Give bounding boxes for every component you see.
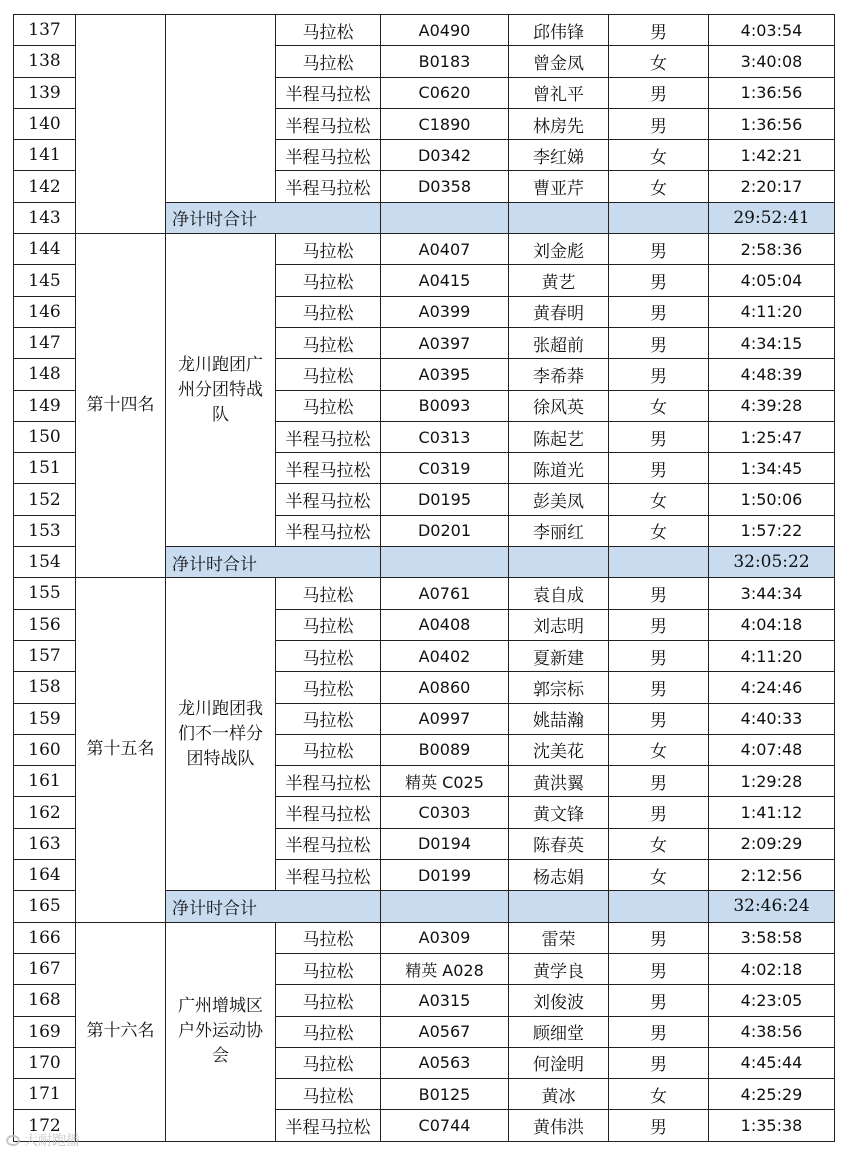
bib-cell: 精英 A028 <box>381 953 509 984</box>
bib-cell: D0358 <box>381 171 509 202</box>
row-number: 138 <box>14 46 76 77</box>
row-number: 169 <box>14 1016 76 1047</box>
bib-cell: C0303 <box>381 797 509 828</box>
time-cell: 1:29:28 <box>709 766 835 797</box>
name-cell: 黄伟洪 <box>509 1110 609 1141</box>
gender-cell: 男 <box>609 766 709 797</box>
total-time: 32:46:24 <box>709 891 835 922</box>
time-cell: 4:48:39 <box>709 359 835 390</box>
bib-cell: A0490 <box>381 15 509 46</box>
row-number: 150 <box>14 421 76 452</box>
total-band-cell <box>609 202 709 233</box>
time-cell: 1:41:12 <box>709 797 835 828</box>
row-number: 149 <box>14 390 76 421</box>
gender-cell: 女 <box>609 390 709 421</box>
row-number: 139 <box>14 77 76 108</box>
total-time: 29:52:41 <box>709 202 835 233</box>
team-cell <box>166 15 276 203</box>
time-cell: 4:25:29 <box>709 1079 835 1110</box>
total-band-cell <box>509 547 609 578</box>
row-number: 151 <box>14 453 76 484</box>
gender-cell: 男 <box>609 578 709 609</box>
total-time: 32:05:22 <box>709 547 835 578</box>
time-cell: 1:25:47 <box>709 421 835 452</box>
table-row <box>14 922 835 953</box>
name-cell: 何淦明 <box>509 1047 609 1078</box>
rank-cell <box>76 15 166 234</box>
event-cell: 马拉松 <box>276 922 381 953</box>
time-cell: 3:40:08 <box>709 46 835 77</box>
time-cell: 4:39:28 <box>709 390 835 421</box>
event-cell: 半程马拉松 <box>276 108 381 139</box>
name-cell: 郭宗标 <box>509 672 609 703</box>
bib-cell: A0395 <box>381 359 509 390</box>
gender-cell: 男 <box>609 953 709 984</box>
gender-cell: 男 <box>609 985 709 1016</box>
time-cell: 4:02:18 <box>709 953 835 984</box>
row-number: 141 <box>14 140 76 171</box>
gender-cell: 男 <box>609 296 709 327</box>
event-cell: 马拉松 <box>276 1047 381 1078</box>
row-number: 165 <box>14 891 76 922</box>
gender-cell: 男 <box>609 15 709 46</box>
bib-cell: D0201 <box>381 515 509 546</box>
time-cell: 4:03:54 <box>709 15 835 46</box>
event-cell: 半程马拉松 <box>276 171 381 202</box>
bib-cell: A0567 <box>381 1016 509 1047</box>
time-cell: 4:07:48 <box>709 734 835 765</box>
event-cell: 马拉松 <box>276 46 381 77</box>
event-cell: 半程马拉松 <box>276 797 381 828</box>
time-cell: 4:24:46 <box>709 672 835 703</box>
event-cell: 马拉松 <box>276 703 381 734</box>
total-band-cell <box>609 547 709 578</box>
row-number: 156 <box>14 609 76 640</box>
name-cell: 雷荣 <box>509 922 609 953</box>
row-number: 157 <box>14 640 76 671</box>
gender-cell: 女 <box>609 734 709 765</box>
event-cell: 半程马拉松 <box>276 766 381 797</box>
time-cell: 4:11:20 <box>709 640 835 671</box>
bib-cell: B0183 <box>381 46 509 77</box>
name-cell: 黄冰 <box>509 1079 609 1110</box>
event-cell: 马拉松 <box>276 672 381 703</box>
bib-cell: C0319 <box>381 453 509 484</box>
row-number: 168 <box>14 985 76 1016</box>
bib-cell: C0620 <box>381 77 509 108</box>
time-cell: 3:44:34 <box>709 578 835 609</box>
watermark-text: 大耐跑播 <box>24 1133 80 1149</box>
gender-cell: 女 <box>609 828 709 859</box>
gender-cell: 女 <box>609 484 709 515</box>
name-cell: 杨志娟 <box>509 860 609 891</box>
row-number: 154 <box>14 547 76 578</box>
gender-cell: 女 <box>609 515 709 546</box>
row-number: 155 <box>14 578 76 609</box>
event-cell: 马拉松 <box>276 15 381 46</box>
gender-cell: 男 <box>609 265 709 296</box>
bib-cell: A0415 <box>381 265 509 296</box>
name-cell: 沈美花 <box>509 734 609 765</box>
gender-cell: 男 <box>609 640 709 671</box>
bib-cell: 精英 C025 <box>381 766 509 797</box>
event-cell: 半程马拉松 <box>276 77 381 108</box>
bib-cell: A0563 <box>381 1047 509 1078</box>
name-cell: 邱伟锋 <box>509 15 609 46</box>
bib-cell: A0761 <box>381 578 509 609</box>
name-cell: 姚喆瀚 <box>509 703 609 734</box>
time-cell: 2:58:36 <box>709 234 835 265</box>
event-cell: 马拉松 <box>276 1079 381 1110</box>
name-cell: 李红娣 <box>509 140 609 171</box>
gender-cell: 男 <box>609 1110 709 1141</box>
bib-cell: C0744 <box>381 1110 509 1141</box>
row-number: 137 <box>14 15 76 46</box>
gender-cell: 男 <box>609 234 709 265</box>
time-cell: 4:05:04 <box>709 265 835 296</box>
bib-cell: C0313 <box>381 421 509 452</box>
bib-cell: B0089 <box>381 734 509 765</box>
name-cell: 黄文锋 <box>509 797 609 828</box>
gender-cell: 男 <box>609 703 709 734</box>
event-cell: 马拉松 <box>276 296 381 327</box>
total-label: 净计时合计 <box>166 547 381 578</box>
row-number: 160 <box>14 734 76 765</box>
gender-cell: 男 <box>609 77 709 108</box>
name-cell: 李希莽 <box>509 359 609 390</box>
bib-cell: B0125 <box>381 1079 509 1110</box>
name-cell: 徐风英 <box>509 390 609 421</box>
row-number: 144 <box>14 234 76 265</box>
total-band-cell <box>381 891 509 922</box>
bib-cell: A0315 <box>381 985 509 1016</box>
time-cell: 4:40:33 <box>709 703 835 734</box>
time-cell: 3:58:58 <box>709 922 835 953</box>
name-cell: 刘俊波 <box>509 985 609 1016</box>
row-number: 158 <box>14 672 76 703</box>
bib-cell: D0199 <box>381 860 509 891</box>
row-number: 171 <box>14 1079 76 1110</box>
watermark <box>6 1130 80 1150</box>
name-cell: 陈起艺 <box>509 421 609 452</box>
name-cell: 陈春英 <box>509 828 609 859</box>
bib-cell: A0397 <box>381 327 509 358</box>
name-cell: 袁自成 <box>509 578 609 609</box>
time-cell: 4:45:44 <box>709 1047 835 1078</box>
event-cell: 马拉松 <box>276 578 381 609</box>
name-cell: 顾细堂 <box>509 1016 609 1047</box>
rank-cell: 第十四名 <box>76 234 166 578</box>
bib-cell: A0997 <box>381 703 509 734</box>
event-cell: 马拉松 <box>276 734 381 765</box>
gender-cell: 女 <box>609 46 709 77</box>
row-number: 161 <box>14 766 76 797</box>
row-number: 145 <box>14 265 76 296</box>
event-cell: 半程马拉松 <box>276 453 381 484</box>
total-band-cell <box>381 202 509 233</box>
time-cell: 2:20:17 <box>709 171 835 202</box>
row-number: 148 <box>14 359 76 390</box>
time-cell: 1:34:45 <box>709 453 835 484</box>
time-cell: 4:38:56 <box>709 1016 835 1047</box>
table-row <box>14 15 835 46</box>
name-cell: 刘志明 <box>509 609 609 640</box>
gender-cell: 男 <box>609 108 709 139</box>
name-cell: 黄春明 <box>509 296 609 327</box>
row-number: 164 <box>14 860 76 891</box>
name-cell: 曾礼平 <box>509 77 609 108</box>
team-cell: 广州增城区户外运动协会 <box>166 922 276 1141</box>
event-cell: 马拉松 <box>276 390 381 421</box>
table-row <box>14 234 835 265</box>
bib-cell: A0408 <box>381 609 509 640</box>
row-number: 166 <box>14 922 76 953</box>
event-cell: 马拉松 <box>276 1016 381 1047</box>
event-cell: 半程马拉松 <box>276 140 381 171</box>
row-number: 146 <box>14 296 76 327</box>
row-number: 172 <box>14 1110 76 1141</box>
gender-cell: 男 <box>609 359 709 390</box>
gender-cell: 男 <box>609 421 709 452</box>
row-number: 147 <box>14 327 76 358</box>
event-cell: 马拉松 <box>276 640 381 671</box>
event-cell: 半程马拉松 <box>276 515 381 546</box>
row-number: 153 <box>14 515 76 546</box>
name-cell: 黄洪翼 <box>509 766 609 797</box>
results-table <box>13 14 835 1142</box>
bib-cell: D0195 <box>381 484 509 515</box>
event-cell: 半程马拉松 <box>276 421 381 452</box>
time-cell: 1:35:38 <box>709 1110 835 1141</box>
rank-cell: 第十五名 <box>76 578 166 922</box>
team-cell: 龙川跑团广州分团特战队 <box>166 234 276 547</box>
event-cell: 马拉松 <box>276 265 381 296</box>
gender-cell: 女 <box>609 171 709 202</box>
row-number: 140 <box>14 108 76 139</box>
time-cell: 1:36:56 <box>709 77 835 108</box>
time-cell: 1:57:22 <box>709 515 835 546</box>
name-cell: 曹亚芹 <box>509 171 609 202</box>
bib-cell: C1890 <box>381 108 509 139</box>
row-number: 167 <box>14 953 76 984</box>
total-band-cell <box>609 891 709 922</box>
bib-cell: B0093 <box>381 390 509 421</box>
gender-cell: 女 <box>609 860 709 891</box>
name-cell: 陈道光 <box>509 453 609 484</box>
name-cell: 林房先 <box>509 108 609 139</box>
name-cell: 刘金彪 <box>509 234 609 265</box>
time-cell: 1:36:56 <box>709 108 835 139</box>
weibo-icon <box>6 1135 20 1146</box>
gender-cell: 男 <box>609 1047 709 1078</box>
event-cell: 马拉松 <box>276 985 381 1016</box>
bib-cell: A0402 <box>381 640 509 671</box>
row-number: 143 <box>14 202 76 233</box>
row-number: 163 <box>14 828 76 859</box>
event-cell: 马拉松 <box>276 327 381 358</box>
gender-cell: 女 <box>609 1079 709 1110</box>
row-number: 162 <box>14 797 76 828</box>
time-cell: 1:50:06 <box>709 484 835 515</box>
event-cell: 半程马拉松 <box>276 484 381 515</box>
gender-cell: 女 <box>609 140 709 171</box>
event-cell: 马拉松 <box>276 609 381 640</box>
table-row <box>14 578 835 609</box>
time-cell: 1:42:21 <box>709 140 835 171</box>
gender-cell: 男 <box>609 327 709 358</box>
name-cell: 曾金凤 <box>509 46 609 77</box>
time-cell: 2:09:29 <box>709 828 835 859</box>
gender-cell: 男 <box>609 1016 709 1047</box>
event-cell: 马拉松 <box>276 359 381 390</box>
gender-cell: 男 <box>609 797 709 828</box>
bib-cell: A0399 <box>381 296 509 327</box>
bib-cell: D0194 <box>381 828 509 859</box>
name-cell: 张超前 <box>509 327 609 358</box>
total-band-cell <box>381 547 509 578</box>
time-cell: 4:11:20 <box>709 296 835 327</box>
row-number: 170 <box>14 1047 76 1078</box>
row-number: 142 <box>14 171 76 202</box>
time-cell: 4:34:15 <box>709 327 835 358</box>
event-cell: 半程马拉松 <box>276 860 381 891</box>
rank-cell: 第十六名 <box>76 922 166 1141</box>
name-cell: 夏新建 <box>509 640 609 671</box>
total-label: 净计时合计 <box>166 202 381 233</box>
event-cell: 马拉松 <box>276 234 381 265</box>
event-cell: 马拉松 <box>276 953 381 984</box>
bib-cell: A0309 <box>381 922 509 953</box>
gender-cell: 男 <box>609 609 709 640</box>
name-cell: 黄艺 <box>509 265 609 296</box>
total-label: 净计时合计 <box>166 891 381 922</box>
total-band-cell <box>509 202 609 233</box>
event-cell: 半程马拉松 <box>276 1110 381 1141</box>
gender-cell: 男 <box>609 672 709 703</box>
results-table-body <box>14 15 835 1142</box>
bib-cell: D0342 <box>381 140 509 171</box>
time-cell: 2:12:56 <box>709 860 835 891</box>
row-number: 159 <box>14 703 76 734</box>
bib-cell: A0407 <box>381 234 509 265</box>
name-cell: 彭美凤 <box>509 484 609 515</box>
row-number: 152 <box>14 484 76 515</box>
name-cell: 黄学良 <box>509 953 609 984</box>
event-cell: 半程马拉松 <box>276 828 381 859</box>
time-cell: 4:04:18 <box>709 609 835 640</box>
time-cell: 4:23:05 <box>709 985 835 1016</box>
bib-cell: A0860 <box>381 672 509 703</box>
gender-cell: 男 <box>609 922 709 953</box>
name-cell: 李丽红 <box>509 515 609 546</box>
gender-cell: 男 <box>609 453 709 484</box>
total-band-cell <box>509 891 609 922</box>
team-cell: 龙川跑团我们不一样分团特战队 <box>166 578 276 891</box>
